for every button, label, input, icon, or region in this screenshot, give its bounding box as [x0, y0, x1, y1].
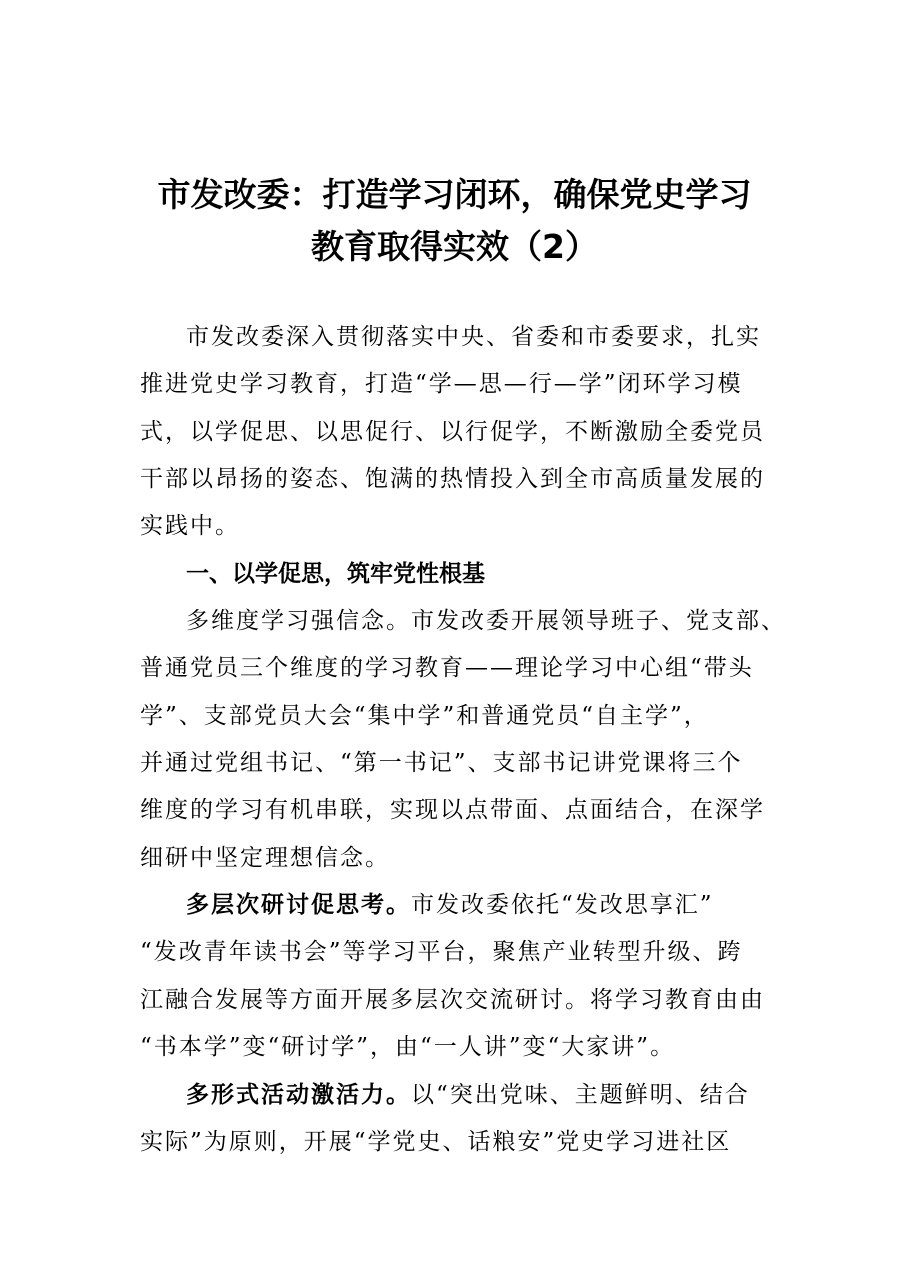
paragraph-4-line-1-text: 以“突出党味、主题鲜明、结合	[411, 1082, 750, 1108]
paragraph-3-lead: 多层次研讨促思考。	[186, 892, 411, 918]
paragraph-3-line-1-text: 市发改委依托“发改思享汇”	[411, 892, 714, 918]
paragraph-2-line-5: 维度的学习有机串联，实现以点带面、点面结合，在深学	[140, 797, 765, 823]
paragraph-3-line-4: “书本学”变“研讨学”，由“一人讲”变“大家讲”。	[140, 1034, 676, 1060]
paragraph-1-line-4: 干部以昂扬的姿态、饱满的热情投入到全市高质量发展的	[140, 466, 765, 492]
paragraph-3-line-1	[186, 890, 786, 920]
paragraph-2-line-6: 细研中坚定理想信念。	[140, 845, 390, 871]
paragraph-3-line-3: 江融合发展等方面开展多层次交流研讨。将学习教育由由	[140, 987, 765, 1013]
paragraph-1-line-2: 推进党史学习教育，打造“学—思—行—学”闭环学习模	[140, 371, 743, 397]
paragraph-4-lead: 多形式活动激活力。	[186, 1082, 411, 1108]
document-title-line-2: 教育取得实效（2）	[311, 227, 598, 266]
paragraph-2-line-1: 多维度学习强信念。市发改委开展领导班子、党支部、	[186, 608, 786, 634]
paragraph-3-line-2: “发改青年读书会”等学习平台，聚焦产业转型升级、跨	[140, 939, 743, 965]
document-title-line-1: 市发改委：打造学习闭环，确保党史学习	[157, 175, 752, 214]
paragraph-4-line-1	[186, 1080, 786, 1110]
paragraph-1-line-3: 式，以学促思、以思促行、以行促学，不断激励全委党员	[140, 419, 765, 445]
paragraph-4-line-2: 实际”为原则，开展“学党史、话粮安”党史学习进社区	[140, 1129, 732, 1155]
paragraph-2-line-2: 普通党员三个维度的学习教育——理论学习中心组“带头	[140, 655, 754, 681]
paragraph-2-line-3: 学”、支部党员大会“集中学”和普通党员“自主学”，	[140, 703, 709, 729]
paragraph-1-line-1: 市发改委深入贯彻落实中央、省委和市委要求，扎实	[186, 324, 761, 350]
paragraph-1-line-5: 实践中。	[140, 513, 240, 539]
section-heading-1: 一、以学促思，筑牢党性根基	[186, 561, 485, 587]
paragraph-2-line-4: 并通过党组书记、“第一书记”、支部书记讲党课将三个	[140, 750, 743, 776]
